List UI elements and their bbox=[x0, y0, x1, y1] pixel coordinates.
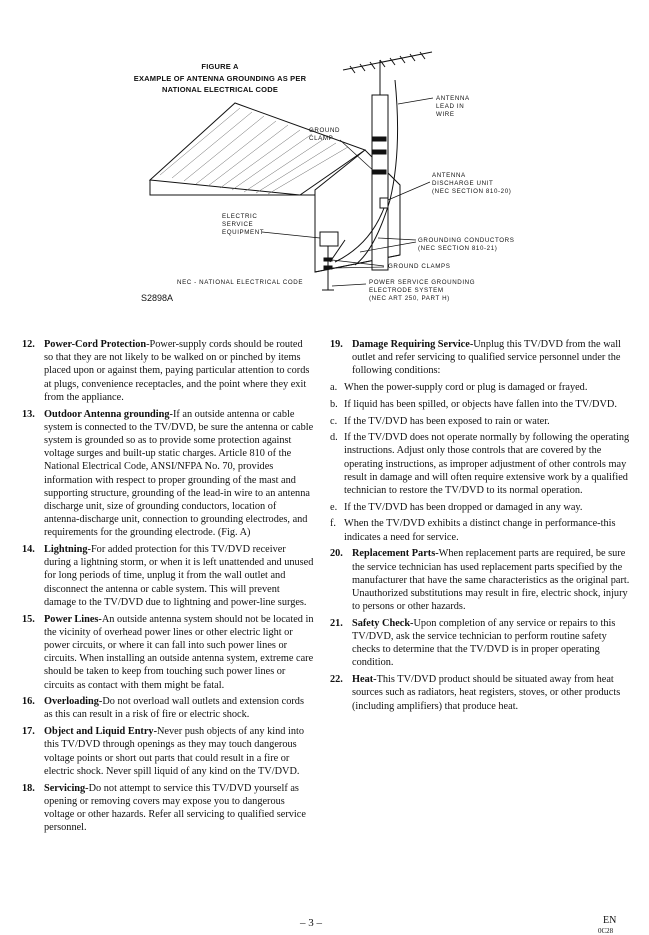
electric-service-box bbox=[320, 232, 338, 246]
ground-clamp-1 bbox=[372, 137, 386, 141]
label-electric-service: ELECTRIC SERVICE EQUIPMENT bbox=[222, 213, 265, 236]
label-nec: NEC - NATIONAL ELECTRICAL CODE bbox=[177, 279, 304, 286]
ground-clamp-lower-2 bbox=[324, 266, 332, 269]
antenna bbox=[343, 52, 432, 80]
language-code: EN bbox=[603, 915, 617, 926]
label-ground-clamp: GROUND CLAMP bbox=[309, 127, 341, 142]
page-number: – 3 – bbox=[300, 917, 322, 929]
list-item: 20. Replacement Parts-When replacement parts are required, be sure the service technician has used replacement parts specified by the manufacturer that have the same characteristics as the original part. Unauthorized substitutions may result in fire, electric shock, injury to persons or other hazards. bbox=[330, 548, 630, 613]
figure-subtitle-1: EXAMPLE OF ANTENNA GROUNDING AS PER bbox=[133, 74, 307, 83]
list-item: 16. Overloading-Do not overload wall outlets and extension cords as this can result in a risk of fire or electric shock. bbox=[22, 696, 304, 721]
label-grounding-conductors: GROUNDING CONDUCTORS (NEC SECTION 810-21) bbox=[418, 237, 515, 252]
ground-clamp-3 bbox=[372, 170, 386, 174]
left-column bbox=[22, 338, 314, 838]
discharge-unit bbox=[380, 198, 388, 208]
label-ground-clamps: GROUND CLAMPS bbox=[388, 263, 451, 270]
document-code: 0C28 bbox=[598, 927, 614, 935]
list-item: 15. Power Lines-An outside antenna system should not be located in the vicinity of overhead power lines or other electric light or power circuits, or where it can fall into such power lines or circuits. When installing an outside antenna system, extreme care should be taken to keep from touching such power lines or circuits as contact with them might be fatal. bbox=[22, 613, 314, 691]
sub-list-item: b. If liquid has been spilled, or objects have fallen into the TV/DVD. bbox=[330, 398, 617, 410]
list-item: 18. Servicing-Do not attempt to service this TV/DVD yourself as opening or removing covers may expose you to dangerous voltage or other hazards. Refer all servicing to qualified service personnel. bbox=[22, 782, 306, 834]
list-item: 22. Heat-This TV/DVD product should be situated away from heat sources such as radiators, heat registers, stoves, or other products (including amplifiers) that produce heat. bbox=[330, 674, 621, 712]
list-item: 12. Power-Cord Protection-Power-supply cords should be routed so that they are not likely to be walked on or pinched by items placed upon or against them, paying particular attention to cords at plugs, convenience receptacles, and the point where they exit from the appliance. bbox=[22, 339, 310, 403]
antenna-mast bbox=[372, 95, 388, 270]
ground-clamp-lower-1 bbox=[324, 258, 332, 261]
list-item: 21. Safety Check-Upon completion of any service or repairs to this TV/DVD, ask the service technician to perform routine safety checks to determine that the TV/DVD is in proper operating condition. bbox=[330, 617, 616, 669]
figure-title: FIGURE A bbox=[201, 62, 239, 71]
list-item: 13. Outdoor Antenna grounding-If an outside antenna or cable system is connected to the TV/DVD, be sure the antenna or cable system is grounded so as to provide some protection against voltage surges and built-up static charges. Article 810 of the National Electrical Code, ANSI/NFPA No. 70, provides information with respect to proper grounding of the mast and supporting structure, grounding of the lead-in wire to an antenna discharge unit, size of grounding conductors, location of antenna-discharge unit, connection to grounding electrodes, and requirements for the grounding electrode. (Fig. A) bbox=[22, 408, 314, 539]
antenna-grounding-illustration bbox=[0, 0, 649, 330]
sub-list-item: e. If the TV/DVD has been dropped or damaged in any way. bbox=[330, 501, 583, 513]
label-discharge-unit: ANTENNA DISCHARGE UNIT (NEC SECTION 810-20) bbox=[432, 172, 512, 195]
label-antenna-lead: ANTENNA LEAD IN WIRE bbox=[436, 95, 470, 118]
label-power-service: POWER SERVICE GROUNDING ELECTRODE SYSTEM (NEC ART 250, PART H) bbox=[369, 279, 476, 302]
figure-code: S2898A bbox=[141, 293, 174, 303]
ground-clamp-2 bbox=[372, 150, 386, 154]
sub-list-item: d. If the TV/DVD does not operate normally by following the operating instructions. Adjust only those controls that are covered by the operating instructions, as improper adjustment of other controls may result in damage and will often require extensive work by a qualified technician to restore the TV/DVD to its normal operation. bbox=[330, 432, 630, 497]
right-column bbox=[330, 338, 630, 716]
list-item: 17. Object and Liquid Entry-Never push objects of any kind into this TV/DVD through openings as they may touch dangerous voltage points or short out parts that could result in a fire or electric shock. Never spill liquid of any kind on the TV/DVD. bbox=[22, 726, 304, 777]
figure-subtitle-2: NATIONAL ELECTRICAL CODE bbox=[161, 85, 279, 94]
list-item: 14. Lightning-For added protection for this TV/DVD receiver during a lightning storm, or when it is left unattended and unused for long periods of time, unplug it from the wall outlet and disconnect the antenna or cable system. This will prevent damage to the TV/DVD due to lightning and power-line surges. bbox=[22, 544, 314, 608]
sub-list-item: c. If the TV/DVD has been exposed to rain or water. bbox=[330, 415, 550, 427]
list-item: 19. Damage Requiring Service-Unplug this TV/DVD from the wall outlet and refer servicing to qualified service personnel under the following conditions: bbox=[330, 339, 621, 377]
sub-list-item: f. When the TV/DVD exhibits a distinct change in performance-this indicates a need for service. bbox=[330, 518, 616, 543]
sub-list-item: a. When the power-supply cord or plug is damaged or frayed. bbox=[330, 382, 588, 394]
